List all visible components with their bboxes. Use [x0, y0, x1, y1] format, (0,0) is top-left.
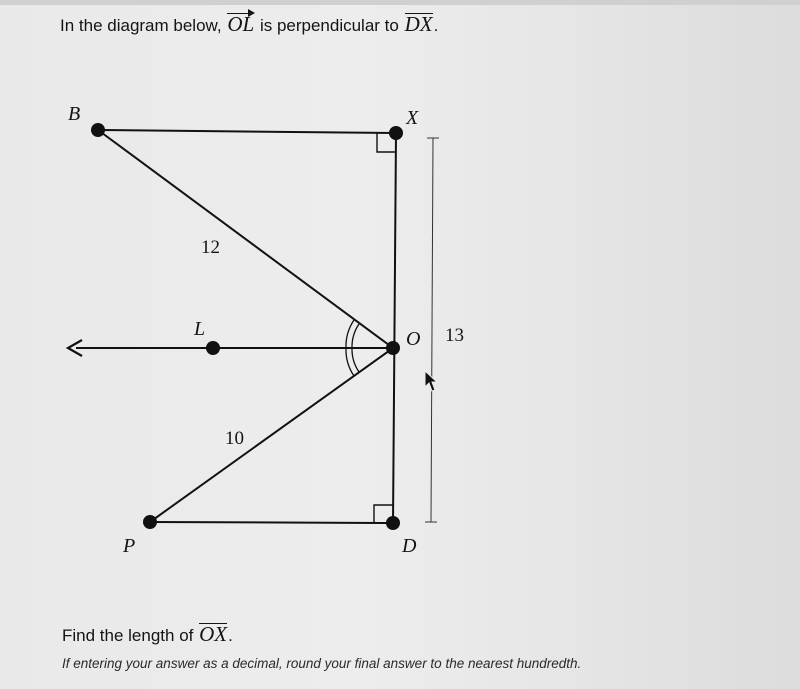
prompt-text-start: In the diagram below, — [60, 16, 222, 35]
segment-bo — [98, 130, 393, 348]
rounding-hint: If entering your answer as a decimal, round your final answer to the nearest hundredth. — [62, 656, 582, 671]
label-p: P — [123, 535, 136, 557]
segment-pd — [150, 522, 393, 523]
point-b — [91, 123, 105, 137]
prompt-text-end: . — [433, 16, 439, 35]
question-text-start: Find the length of — [62, 626, 194, 645]
segment-po — [150, 348, 393, 522]
dimension-line-dx — [431, 138, 433, 522]
mouse-cursor-icon — [425, 371, 437, 391]
measure-bo: 12 — [201, 237, 220, 258]
point-p — [143, 515, 157, 529]
ray-ol: OL — [227, 12, 255, 36]
question-text — [62, 622, 233, 648]
label-b: B — [68, 103, 81, 125]
point-o — [386, 341, 400, 355]
question-text-end: . — [228, 626, 233, 645]
point-l — [206, 341, 220, 355]
measure-po: 10 — [225, 428, 244, 449]
label-o: O — [406, 328, 421, 350]
measure-dx: 13 — [445, 325, 464, 346]
point-x — [389, 126, 403, 140]
segment-bx — [98, 130, 396, 133]
prompt-text-middle: is perpendicular to — [259, 16, 399, 35]
point-d — [386, 516, 400, 530]
label-d: D — [402, 535, 417, 557]
segment-dx: DX — [404, 12, 433, 36]
segment-ox: OX — [199, 622, 228, 646]
label-l: L — [194, 318, 206, 340]
segment-xd — [393, 133, 396, 523]
label-x: X — [406, 107, 419, 129]
